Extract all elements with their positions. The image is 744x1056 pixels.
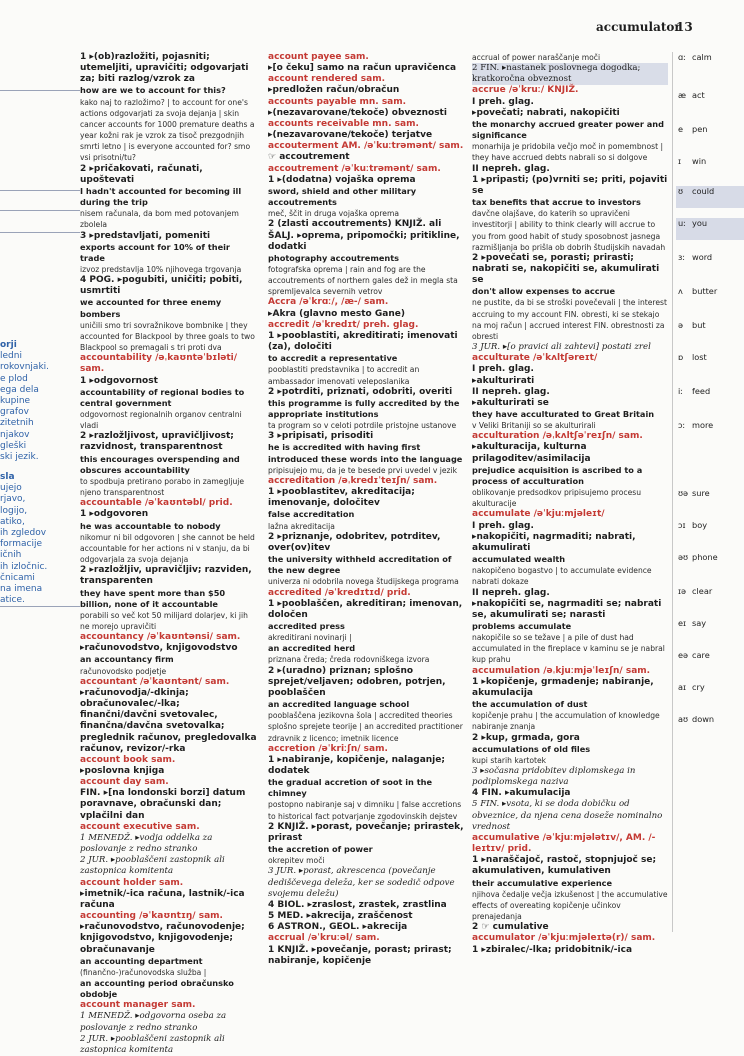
example-word: butter [692, 286, 718, 296]
example-translation: lažna akreditacija [268, 521, 335, 531]
note-line: formacije [0, 539, 42, 550]
phonetic-symbol: ʊ [678, 186, 684, 196]
translation: ▸imetnik/-ica računa, lastnik/-ica računa [80, 888, 245, 910]
phonetic-symbol: eə [678, 650, 689, 660]
example: accountability of regional bodies to central government [80, 386, 245, 408]
example-translation: to spodbuja pretirano porabo in zamegljuje njeno transparentnost [80, 476, 245, 498]
sense-note: 3 JUR. ▸porast, akrescenca (povečanje dediščevega deleža, ker se sodedič odpove svojemu deležu) [268, 866, 455, 899]
subentry-headword: accounts receivable mn. sam. [268, 118, 419, 129]
example-translation: Blackpool so premagali s tri proti dva [80, 343, 222, 353]
translation: ▸akulturacija, kulturna prilagoditev/asimilacija [472, 442, 591, 464]
pronunciation-key-row [676, 386, 744, 408]
phonetic-symbol: əʊ [678, 552, 689, 562]
headword: accretion /əˈkriːʃn/ sam. [268, 743, 388, 754]
example: the university withheld accreditation of the new degree [268, 554, 452, 576]
example: an accounting period obračunsko obdobje [80, 977, 234, 1000]
note-line: atiko, [0, 516, 25, 527]
pronunciation-key-row [676, 552, 744, 574]
headword: accountable /əˈkaʊntəbl/ prid. [80, 498, 233, 509]
example-word: lost [692, 352, 707, 362]
phonetic-symbol: ɒ [678, 352, 684, 362]
example: the accumulation of dust [472, 699, 588, 710]
example-translation: kako naj to razložimo? | to account for one's actions odgovarjati za svoja dejanja | skin cancer accounts for 1000 premature deaths a year kožni rak je vzrok za tisoč prezgodnjih smrti letno | is everyone accounted for? smo vsi prisotni/tu? [80, 97, 255, 163]
headword: accumulation /əˌkjuːmjəˈleɪʃn/ sam. [472, 665, 651, 676]
example-translation: (finančno-)računovodska služba | [80, 967, 207, 977]
translation: 2 ▸razložljivost, upravičljivost; razvidnost, transparentnost [80, 431, 234, 453]
example-translation: akreditirani novinarji | [268, 633, 352, 643]
example-word: down [692, 714, 715, 724]
phonetic-symbol: æ [678, 90, 687, 100]
headword: acculturation /əˌkʌltʃəˈreɪʃn/ sam. [472, 431, 643, 442]
example-translation: kupi starih kartotek [472, 755, 547, 765]
translation: 1 ▸pooblastiti, akreditirati; imenovati (za), določiti [268, 330, 458, 353]
translation: 2 ☞ cumulative [472, 922, 549, 933]
translation: 2 ▸povečati se, porasti; prirasti; nabrati se, nakopičiti se, akumulirati se [472, 252, 660, 286]
example: photography accoutrements [268, 252, 400, 263]
example-translation: ta program so v celoti potrdile pristojne ustanove [268, 421, 457, 431]
translation: 2 ▸razložljiv, upravičljiv; razviden, transparenten [80, 565, 252, 587]
note-line: ledni [0, 351, 22, 362]
highlighted-sense: 2 FIN. ▸nastanek poslovnega dogodka; kratkoročna obveznost [472, 63, 668, 85]
phonetic-symbol: aʊ [678, 714, 689, 724]
example: this programme is fully accredited by the appropriate institutions [268, 397, 460, 419]
example-translation: nisem računala, da bom med potovanjem zbolela [80, 209, 239, 230]
pronunciation-key-row [676, 52, 744, 74]
example: accumulations of old files [472, 743, 591, 754]
phonetic-symbol: e [678, 124, 684, 134]
translation: 1 ▸(ob)razložiti, pojasniti; utemeljiti, upravičiti; odgovarjati za; biti razlog/vzrok za [80, 52, 249, 85]
example: an accountancy firm [80, 654, 174, 665]
translation: ▸nakopičiti se, nagrmaditi se; nabrati se, akumulirati se; narasti [472, 598, 662, 620]
phonetic-symbol: ɜː [678, 252, 686, 262]
sense-note: 3 JUR. ▸[o pravici ali zahtevi] postati zrel [472, 342, 651, 353]
margin-rule [0, 232, 80, 233]
example: tax benefits that accrue to investors [472, 197, 641, 208]
example-word: could [692, 186, 715, 196]
phonetic-symbol: ɪə [678, 586, 687, 596]
note-line: ičnih [0, 550, 22, 561]
example-word: say [692, 618, 707, 628]
example-translation: postopno nabiranje saj v dimniku | false accretions to historical fact potvarjanje zgodovinskih dejstev [268, 800, 462, 821]
translation: 1 ▸(dodatna) vojaška oprema [268, 174, 416, 185]
subentry-headword: account book sam. [80, 754, 176, 765]
pronunciation-key-row [676, 320, 744, 342]
example-word: more [692, 420, 714, 430]
headword: Accra /əˈkrɑː/, /æ-/ sam. [268, 297, 389, 308]
example-translation: izvoz predstavlja 10% njihovega trgovanja [80, 264, 242, 274]
margin-rule [0, 190, 80, 191]
translation: ▸akulturirati [472, 375, 535, 386]
sense-note: 2 JUR. ▸pooblaščeni zastopnik ali zastopnica komitenta [80, 1033, 225, 1055]
translation: 1 ▸pripasti; (po)vrniti se; priti, pojaviti se [472, 174, 668, 196]
example: this encourages overspending and obscures accountability [80, 453, 240, 475]
headword: accountant /əˈkaʊntənt/ sam. [80, 676, 230, 687]
sense-note: 2 JUR. ▸pooblaščeni zastopnik ali zastopnica komitenta [80, 855, 225, 877]
phonetic-symbol: ə [678, 320, 684, 330]
translation: 1 ▸pooblaščen, akreditiran; imenovan, določen [268, 598, 463, 620]
translation: ▸računovodja/-dkinja; obračunovalec/-lka; finančni/davčni svetovalec, finančna/davčna svetovalka; preglednik računov, pregledovalka računov, revizor/-rka [80, 687, 257, 754]
example-word: feed [692, 386, 711, 396]
note-line: ih zgledov [0, 528, 47, 539]
pronunciation-key-row [676, 156, 744, 178]
pronunciation-key-row [676, 186, 744, 208]
subentry-headword: account executive sam. [80, 821, 200, 832]
pronunciation-key-row [676, 618, 744, 640]
headword: accountancy /əˈkaʊntənsi/ sam. [80, 632, 241, 643]
note-line: e plod [0, 373, 28, 384]
subentry-headword: account holder sam. [80, 877, 184, 888]
subentry-headword: accounts payable mn. sam. [268, 96, 407, 107]
note-line: ega dela [0, 384, 39, 395]
headword: accoutrement /əˈkuːtrəmənt/ sam. [268, 163, 441, 174]
example-translation: monarhija je pridobila večjo moč in pomembnost | they have accrued debts nabrali so si dolgove [472, 142, 664, 163]
example: exports account for 10% of their trade [80, 241, 230, 263]
translation: 1 ▸zbiralec/-lka; pridobitnik/-ica [472, 944, 633, 955]
translation: I preh. glag. [472, 364, 534, 375]
example: the accretion of power [268, 844, 373, 855]
headword: accreditation /əˌkredɪˈteɪʃn/ sam. [268, 475, 438, 486]
translation: 1 ▸naraščajoč, rastoč, stopnjujoč se; akumulativen, kumulativen [472, 855, 657, 877]
headword: accounting /əˈkaʊntɪŋ/ sam. [80, 911, 223, 922]
headword: accumulate /əˈkjuːmjəleɪt/ [472, 509, 605, 520]
translation: ▸akulturirati se [472, 397, 549, 408]
translation: ▸računovodstvo, računovodenje; knjigovodstvo, knjigovodenje; obračunavanje [80, 922, 245, 955]
dictionary-column-3 [472, 52, 668, 956]
note-line: na imena [0, 584, 43, 595]
phonetic-symbol: uː [678, 218, 686, 228]
example-translation: uničili smo tri sovražnikove bombnike | they accounted for Blackpool by three goals to two [80, 320, 255, 341]
example-word: win [692, 156, 707, 166]
example-translation: ne pustite, da bi se stroški povečevali | the interest accruing to my account FIN. obresti, ki se stekajo na moj račun | accrued interest FIN. obrestnosti za obresti [472, 298, 667, 341]
pronunciation-key-row [676, 252, 744, 274]
example: their accumulative experience [472, 877, 613, 888]
headword: accountability /əˌkaʊntəˈbɪləti/ sam. [80, 353, 238, 375]
example-translation: v Veliki Britaniji so se akulturirali [472, 421, 596, 431]
translation: 1 ▸odgovoren [80, 509, 149, 520]
sense-note: 3 ▸sočasna pridobitev diplomskega in podiplomskega naziva [472, 766, 636, 788]
note-title: sla [0, 472, 15, 482]
phonetic-symbol: ʊə [678, 488, 689, 498]
example-word: clear [692, 586, 713, 596]
margin-rule [0, 90, 80, 91]
example-translation: pooblastiti predstavnika | to accredit an ambassador imenovati veleposlanika [268, 365, 420, 386]
note-line: grafov [0, 407, 29, 418]
example: how are we to account for this? [80, 85, 226, 96]
translation: I preh. glag. [472, 520, 534, 531]
left-page-note-1 [0, 340, 49, 463]
subentry-headword: account day sam. [80, 777, 169, 788]
subentry-headword: account payee sam. [268, 52, 369, 62]
translation: 1 KNJIŽ. ▸povečanje, porast; prirast; nabiranje, kopičenje [268, 944, 452, 966]
translation: 1 ▸pooblastitev, akreditacija; imenovanje, določitev [268, 487, 415, 509]
example-translation: meč, ščit in druga vojaška oprema [268, 209, 400, 219]
translation: 1 ▸kopičenje, grmadenje; nabiranje, akumulacija [472, 676, 654, 698]
sense-note: 5 FIN. ▸vsota, ki se doda dobičku od obveznice, da njena cena doseže nominalno vrednost [472, 799, 663, 832]
translation: 3 ▸predstavljati, pomeniti [80, 230, 211, 241]
example: accumulated wealth [472, 554, 566, 565]
example-translation: pripisujejo mu, da je te besede prvi uvedel v jezik [268, 465, 458, 475]
example-translation: odgovornost regionalnih organov centralni vladi [80, 410, 242, 431]
example-word: care [692, 650, 710, 660]
translation: 1 ▸nabiranje, kopičenje, nalaganje; dodatek [268, 754, 445, 776]
example-translation: porabili so več kot 50 milijard dolarjev, ki jih ne morejo upravičiti [80, 610, 248, 631]
translation: ▸[o čeku] samo na račun upravičenca [268, 63, 457, 74]
translation: 2 ▸pričakovati, računati, upoštevati [80, 163, 203, 185]
translation: ▸nakopičiti, nagrmaditi; nabrati, akumulirati [472, 531, 636, 553]
sense-note: 1 MENEDŽ. ▸odgovorna oseba za poslovanje z redno stranko [80, 1011, 227, 1033]
pronunciation-key-row [676, 218, 744, 240]
example-translation: accrual of power naraščanje moči [472, 53, 601, 62]
example-translation: davčne olajšave, do katerih so upravičeni investitorji | ability to think clearly will accrue to you from good habit of study sposobnost jasnega razmišljanja bo prišla ob dobrih študijskih navadah [472, 209, 666, 252]
example: an accredited herd [268, 643, 356, 654]
example-translation: pooblaščena jezikovna šola | accredited theories splošno sprejete teorije | an accredited practitioner zdravnik z licenco; imetnik licence [268, 711, 463, 743]
page-number: 13 [676, 20, 693, 34]
translation: II nepreh. glag. [472, 163, 550, 174]
translation: ▸povečati; nabrati, nakopičiti [472, 107, 620, 118]
translation: ▸predložen račun/obračun [268, 85, 400, 96]
example: problems accumulate [472, 620, 572, 631]
example-translation: univerza ni odobrila novega študijskega programa [268, 577, 459, 587]
example: they have acculturated to Great Britain [472, 409, 655, 419]
pronunciation-key-row [676, 352, 744, 374]
translation: 4 POG. ▸pogubiti, uničiti; pobiti, usmrtiti [80, 275, 243, 297]
example: to accredit a representative [268, 353, 398, 364]
example: an accounting department [80, 955, 203, 966]
phonetic-symbol: ɪ [678, 156, 682, 166]
example: accredited press [268, 620, 345, 631]
example-word: act [692, 90, 705, 100]
note-line: logijo, [0, 505, 28, 516]
translation: ☞ accoutrement [268, 152, 350, 163]
pronunciation-key-row [676, 286, 744, 308]
phonetic-symbol: ɔɪ [678, 520, 686, 530]
note-line: kupine [0, 396, 31, 407]
example-translation: nakopičile so se težave | a pile of dust had accumulated in the fireplace v kaminu se je nabral kup prahu [472, 633, 665, 665]
example-translation: fotografska oprema | rain and fog are the accoutrements of northern gales dež in megla sta spremljevalca severnih vetrov [268, 264, 458, 297]
example: an accredited language school [268, 699, 410, 710]
translation: ▸računovodstvo, knjigovodstvo [80, 643, 238, 654]
example-word: calm [692, 52, 712, 62]
pronunciation-key-row [676, 586, 744, 608]
headword: accumulative /əˈkjuːmjələtɪv/, AM. /-leɪtɪv/ prid. [472, 832, 656, 855]
translation: II nepreh. glag. [472, 386, 550, 397]
translation: 2 ▸priznanje, odobritev, potrditev, over(ov)itev [268, 531, 441, 553]
note-line: ih izločnic. [0, 561, 48, 572]
example: the monarchy accrued greater power and significance [472, 118, 664, 141]
translation: 2 ▸(uradno) priznan; splošno sprejet/veljaven; odobren, potrjen, pooblaščen [268, 665, 446, 698]
example-translation: oblikovanje predsodkov pripisujemo procesu akulturacije [472, 488, 642, 509]
note-line: ujejo [0, 483, 22, 494]
phonetic-symbol: eɪ [678, 618, 687, 628]
note-title: orji [0, 340, 17, 350]
translation: I preh. glag. [472, 96, 534, 107]
translation: 2 ▸kup, grmada, gora [472, 732, 580, 743]
note-line: rjavo, [0, 494, 26, 505]
translation: 6 ASTRON., GEOL. ▸akrecija [268, 922, 408, 933]
translation: 4 FIN. ▸akumulacija [472, 788, 571, 799]
example-translation: priznana čreda; čreda rodovniškega izvora [268, 655, 430, 665]
example-word: boy [692, 520, 708, 530]
translation: FIN. ▸[na londonski borzi] datum poravnave, obračunski dan; vplačilni dan [80, 788, 246, 821]
note-line: ski jezik. [0, 452, 39, 463]
translation: 3 ▸pripisati, prisoditi [268, 431, 374, 442]
example-word: phone [692, 552, 718, 562]
translation: ▸poslovna knjiga [80, 766, 165, 776]
note-line: atice. [0, 595, 25, 606]
example: prejudice acquisition is ascribed to a process of acculturation [472, 464, 643, 486]
phonetic-symbol: ɑː [678, 52, 686, 62]
margin-rule [0, 210, 80, 211]
translation: 2 (zlasti accoutrements) KNJIŽ. ali ŠALJ. ▸oprema, pripomočki; pritikline, dodatki [268, 219, 460, 252]
translation: 5 MED. ▸akrecija, zraščenost [268, 911, 413, 922]
pronunciation-key-row [676, 714, 744, 736]
translation: 1 ▸odgovornost [80, 375, 158, 386]
translation: 4 BIOL. ▸zraslost, zrastek, zrastlina [268, 899, 447, 910]
example-translation: računovodsko podjetje [80, 666, 167, 676]
pronunciation-key-row [676, 520, 744, 542]
example: I hadn't accounted for becoming ill during the trip [80, 185, 242, 208]
example: false accreditation [268, 509, 355, 520]
subentry-headword: account manager sam. [80, 1000, 196, 1011]
example: don't allow expenses to accrue [472, 286, 616, 297]
headword: accredit /əˈkredɪt/ preh. glag. [268, 319, 419, 330]
phonetic-symbol: iː [678, 386, 684, 396]
headword: accouterment AM. /əˈkuːtrəmənt/ sam. [268, 141, 464, 152]
example: we accounted for three enemy bombers [80, 297, 222, 319]
dictionary-column-1 [80, 52, 257, 1056]
pronunciation-key-row [676, 420, 744, 442]
headword: acculturate /əˈkʌltʃəreɪt/ [472, 353, 598, 364]
translation: ▸(nezavarovane/tekoče) obveznosti [268, 107, 447, 118]
running-head-word: accumulator [596, 20, 681, 34]
subentry-headword: account rendered sam. [268, 74, 386, 85]
note-lines [0, 483, 47, 606]
translation: ▸(nezavarovane/tekoče) terjatve [268, 130, 433, 141]
pronunciation-key-row [676, 650, 744, 672]
translation: II nepreh. glag. [472, 587, 550, 598]
pronunciation-key-row [676, 90, 744, 112]
pronunciation-key-row [676, 488, 744, 510]
translation: 2 KNJIŽ. ▸porast, povečanje; prirastek, prirast [268, 821, 464, 843]
phonetic-symbol: ɔː [678, 420, 686, 430]
example: the gradual accretion of soot in the chimney [268, 777, 432, 799]
note-line: rokovnjaki. [0, 362, 50, 373]
translation: ▸Akra (glavno mesto Gane) [268, 308, 405, 319]
headword: accredited /əˈkredɪtɪd/ prid. [268, 587, 411, 598]
column-divider [672, 52, 673, 932]
pronunciation-key-row [676, 682, 744, 704]
note-line: njakov [0, 429, 30, 440]
example: sword, shield and other military accoutrements [268, 185, 417, 208]
pronunciation-key-row [676, 124, 744, 146]
example-word: word [692, 252, 713, 262]
headword: accrual /əˈkruːəl/ sam. [268, 933, 380, 944]
example-word: you [692, 218, 708, 228]
example-translation: nikomur ni bil odgovoren | she cannot be held accountable for her actions ni v stanju, da bi odgovarjala za svoja dejanja [80, 532, 255, 565]
sense-note: 1 MENEDŽ. ▸vodja oddelka za poslovanje z redno stranko [80, 832, 213, 855]
headword: accrue /əˈkruː/ KNJIŽ. [472, 85, 579, 96]
phonetic-symbol: ʌ [678, 286, 683, 296]
phonetic-symbol: aɪ [678, 682, 687, 692]
example-translation: nakopičeno bogastvo | to accumulate evidence nabrati dokaze [472, 566, 652, 587]
note-line: gleški [0, 440, 27, 451]
example-word: pen [692, 124, 708, 134]
left-page-note-2 [0, 472, 47, 606]
note-line: čnicami [0, 572, 35, 583]
headword: accumulator /əˈkjuːmjəleɪtə(r)/ sam. [472, 933, 656, 944]
note-lines [0, 351, 49, 463]
example: he is accredited with having first introduced these words into the language [268, 442, 463, 464]
example: he was accountable to nobody [80, 520, 221, 531]
example-word: but [692, 320, 706, 330]
dictionary-column-2 [268, 52, 464, 967]
example-translation: okrepitev moči [268, 856, 325, 866]
example-translation: njihova čedalje večja izkušenost | the accumulative effects of overeating kopičenje učinkov prenajedanja [472, 889, 668, 922]
translation: 2 ▸potrditi, priznati, odobriti, overiti [268, 386, 453, 397]
note-line: zitetnih [0, 418, 34, 429]
example-word: cry [692, 682, 705, 692]
example-word: sure [692, 488, 710, 498]
example: they have spent more than $50 billion, none of it accountable [80, 587, 226, 609]
example-translation: kopičenje prahu | the accumulation of knowledge nabiranje znanja [472, 711, 660, 732]
